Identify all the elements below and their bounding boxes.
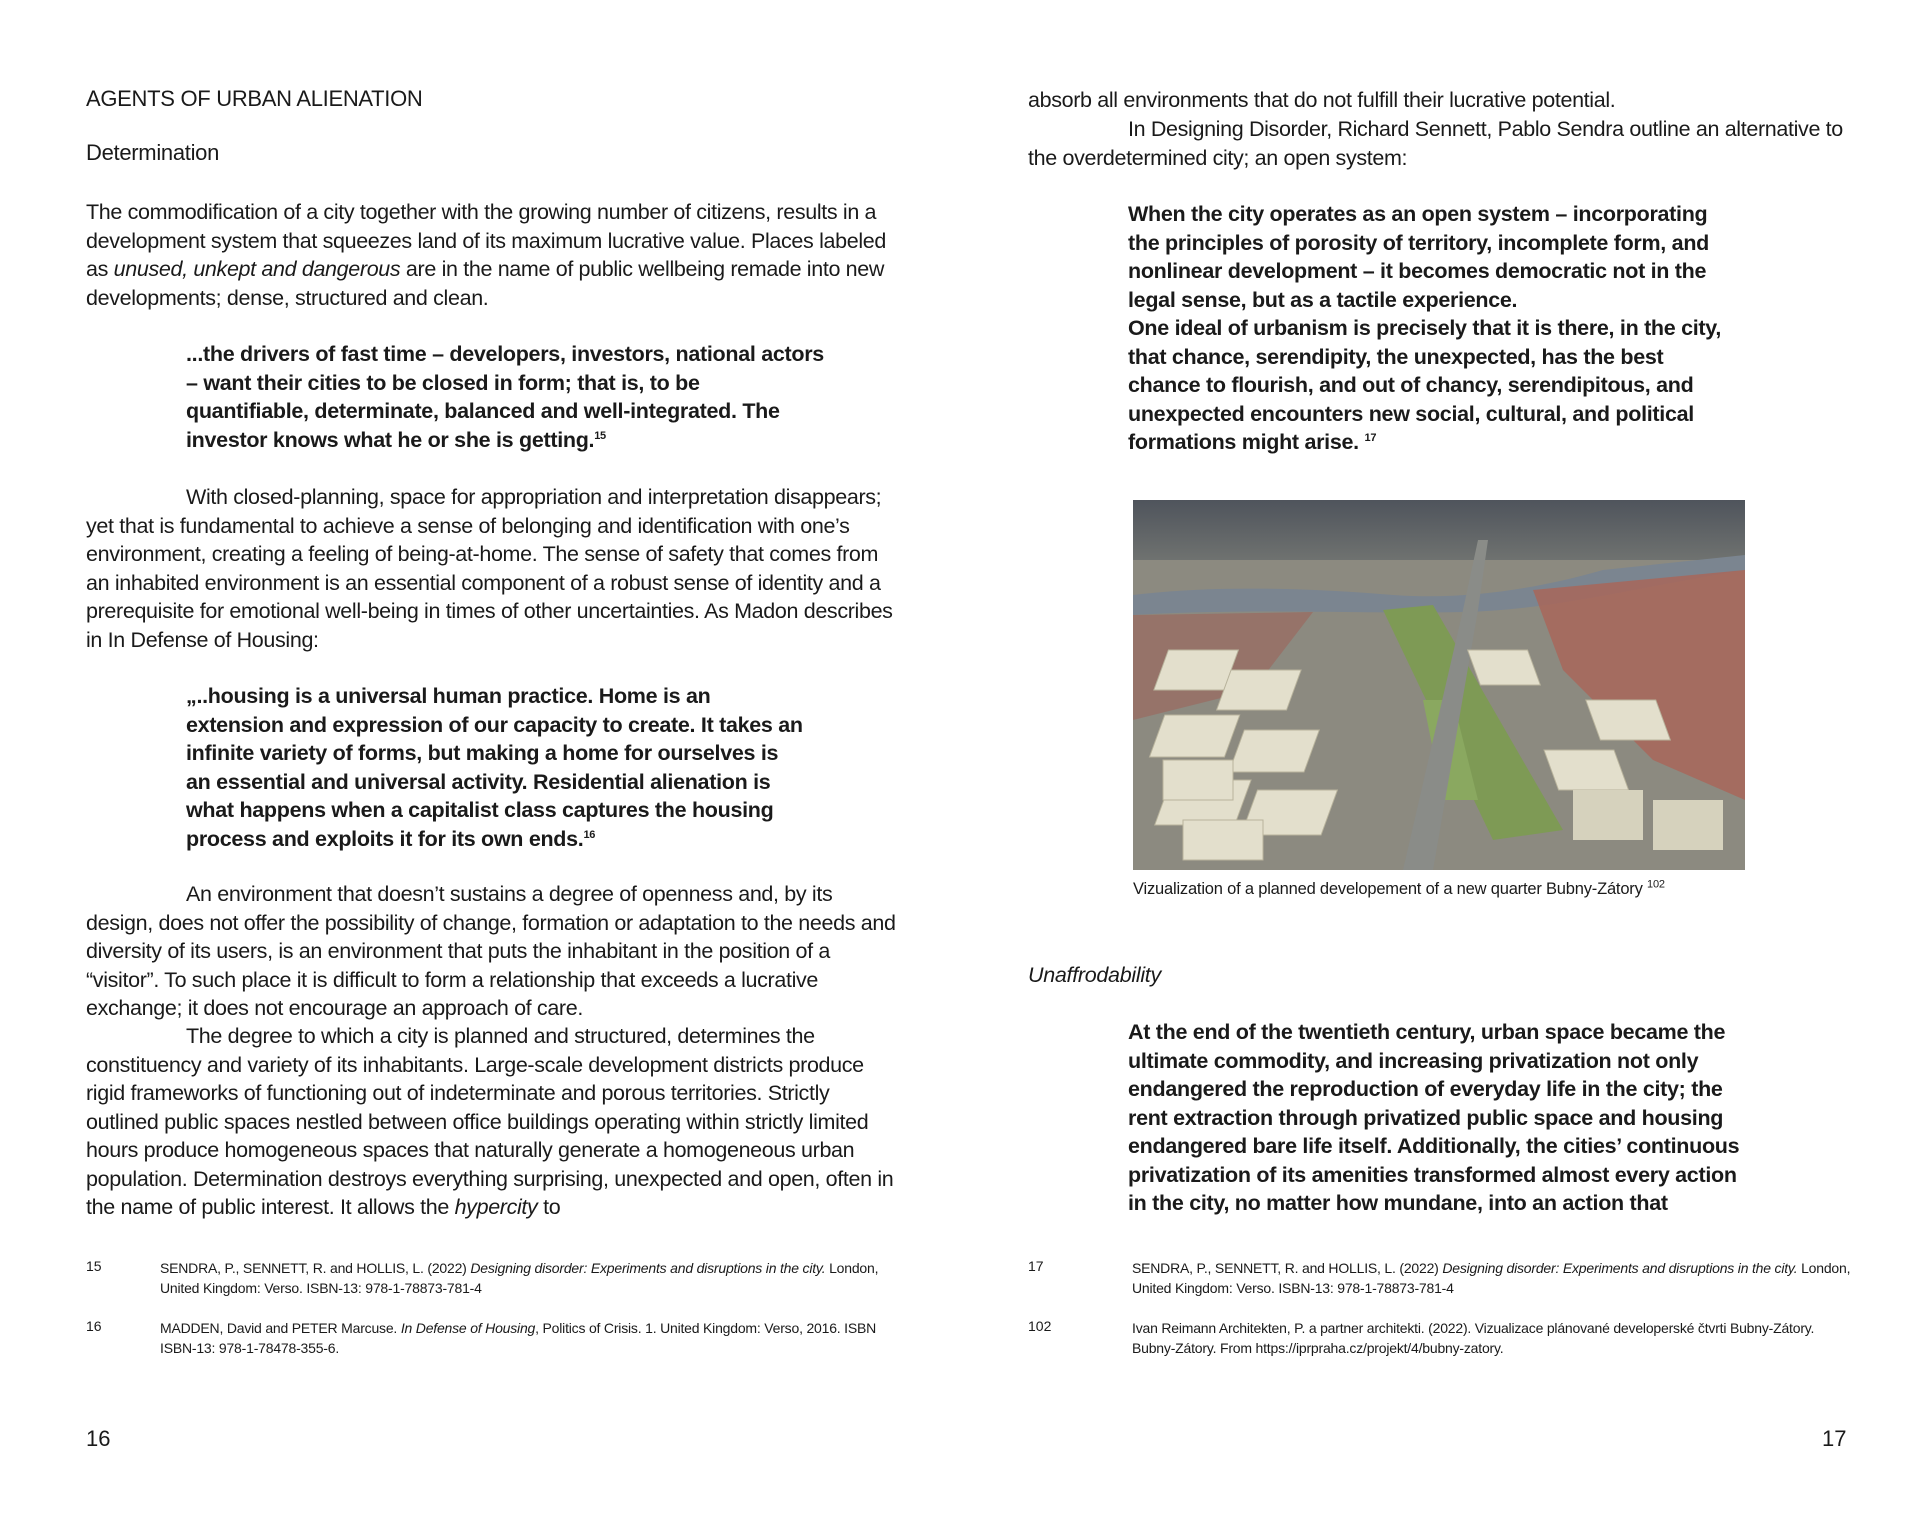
footnote-ref-17: 17 bbox=[1364, 431, 1377, 444]
image-caption: Vizualization of a planned developement of a new quarter Bubny-Zátory $^{102}$ bbox=[1133, 878, 1665, 898]
paragraph-commodification: The commodification of a city together with the growing number of citizens, results in a development system that squeezes land of its maximum lucrative value. Places labeled as unused, unkept and dangerous are in the name of public wellbeing remade into new developments; dense, structured and clean. bbox=[86, 200, 886, 310]
footnote-number-16: 16 bbox=[86, 1318, 102, 1334]
section-heading-unaffrodability: Unaffrodability bbox=[1028, 963, 1161, 987]
page-number-left: 16 bbox=[86, 1426, 111, 1451]
footnote-number-102: 102 bbox=[1028, 1318, 1052, 1334]
footnote-number-17: 17 bbox=[1028, 1258, 1044, 1274]
aerial-city-illustration bbox=[1133, 500, 1745, 870]
quote-housing: „..housing is a universal human practice. Home is an extension and expression of our capacity to create. It takes an infinite variety of forms, but making a home for ourselves is an essential and universal activity. Residential alienation is what happens when a capitalist class captures the housing process and exploits it for its own ends.$^{16}$ bbox=[186, 684, 803, 851]
quote-open-system bbox=[1128, 200, 1728, 457]
paragraph-absorb: absorb all environments that do not fulfill their lucrative potential. bbox=[1028, 88, 1616, 112]
footnote-ref-15: 15 bbox=[594, 429, 606, 442]
footnote-17: SENDRA, P., SENNETT, R. and HOLLIS, L. (2022) Designing disorder: Experiments and disruptions in the city. London, United Kingdom: Verso. ISBN-13: 978-1-78873-781-4 bbox=[1132, 1260, 1851, 1296]
footnote-number-15: 15 bbox=[86, 1258, 102, 1274]
quote-urban-commodity: At the end of the twentieth century, urban space became the ultimate commodity, and increasing privatization not only endangered the reproduction of everyday life in the city; the rent extraction through privatized public space and housing endangered bare life itself. Additionally, the cities’ continuous privatization of its amenities transformed almost every action in the city, no matter how mundane, into an action that bbox=[1128, 1020, 1740, 1215]
footnote-15: SENDRA, P., SENNETT, R. and HOLLIS, L. (2022) Designing disorder: Experiments and disruptions in the city. London, United Kingdom: Verso. ISBN-13: 978-1-78873-781-4 bbox=[160, 1260, 879, 1296]
section-heading-determination: Determination bbox=[86, 140, 220, 165]
footnote-16: MADDEN, David and PETER Marcuse. In Defense of Housing, Politics of Crisis. 1. United Kingdom: Verso, 2016. ISBN ISBN-13: 978-1-78478-355-6. bbox=[160, 1320, 877, 1356]
footnote-ref-102: 102 bbox=[1647, 878, 1665, 891]
chapter-heading: AGENTS OF URBAN ALIENATION bbox=[86, 86, 423, 111]
quote-fast-time: ...the drivers of fast time – developers, investors, national actors – want their cities to be closed in form; that is, to be quantifiable, determinate, balanced and well-integrated. The investor knows what he or she is getting.$^{15}$ bbox=[186, 342, 824, 452]
paragraph-designing-disorder: In Designing Disorder, Richard Sennett, Pablo Sendra outline an alternative to the overdetermined city; an open system: bbox=[1028, 117, 1843, 170]
aerial-visualization-image bbox=[1133, 500, 1745, 870]
paragraph-closed-planning: With closed-planning, space for appropriation and interpretation disappears; yet that is fundamental to achieve a sense of belonging and identification with one’s environment, creating a feeling of being-at-home. The sense of safety that comes from an inhabited environment is an essential component of a robust sense of identity and a prerequisite for emotional well-being in times of other uncertainties. As Madon describes in In Defense of Housing: bbox=[86, 485, 893, 652]
footnote-102: Ivan Reimann Architekten, P. a partner architekti. (2022). Vizualizace plánované developerské čtvrti Bubny-Zátory. Bubny-Zátory. From https://iprpraha.cz/projekt/4/bubny-zatory. bbox=[1132, 1320, 1815, 1356]
paragraph-degree-planned: The degree to which a city is planned and structured, determines the constituency and variety of its inhabitants. Large-scale development districts produce rigid frameworks of functioning out of indeterminate and porous territories. Strictly outlined public spaces nestled between office buildings operating within strictly limited hours produce homogeneous spaces that naturally generate a homogeneous urban population. Determination destroys everything surprising, unexpected and open, often in the name of public interest. It allows the hypercity to bbox=[86, 1024, 894, 1219]
quote-open-system-part2: One ideal of urbanism is precisely that it is there, in the city, that chance, serendipity, the unexpected, has the best chance to flourish, and out of chancy, serendipitous, and unexpected encounters new social, cultural, and political formations might arise. $^{17}$ bbox=[1128, 316, 1722, 454]
quote-open-system-part1: When the city operates as an open system – incorporating the principles of porosity of territory, incomplete form, and nonlinear development – it becomes democratic not in the legal sense, but as a tactile experience. bbox=[1128, 202, 1709, 312]
footnote-ref-16: 16 bbox=[583, 828, 596, 841]
paragraph-openness: An environment that doesn’t sustains a degree of openness and, by its design, does not offer the possibility of change, formation or adaptation to the needs and diversity of its users, is an environment that puts the inhabitant in the position of a “visitor”. To such place it is difficult to form a relationship that exceeds a lucrative exchange; it does not encourage an approach of care. bbox=[86, 882, 896, 1020]
page-number-right: 17 bbox=[1822, 1426, 1847, 1451]
